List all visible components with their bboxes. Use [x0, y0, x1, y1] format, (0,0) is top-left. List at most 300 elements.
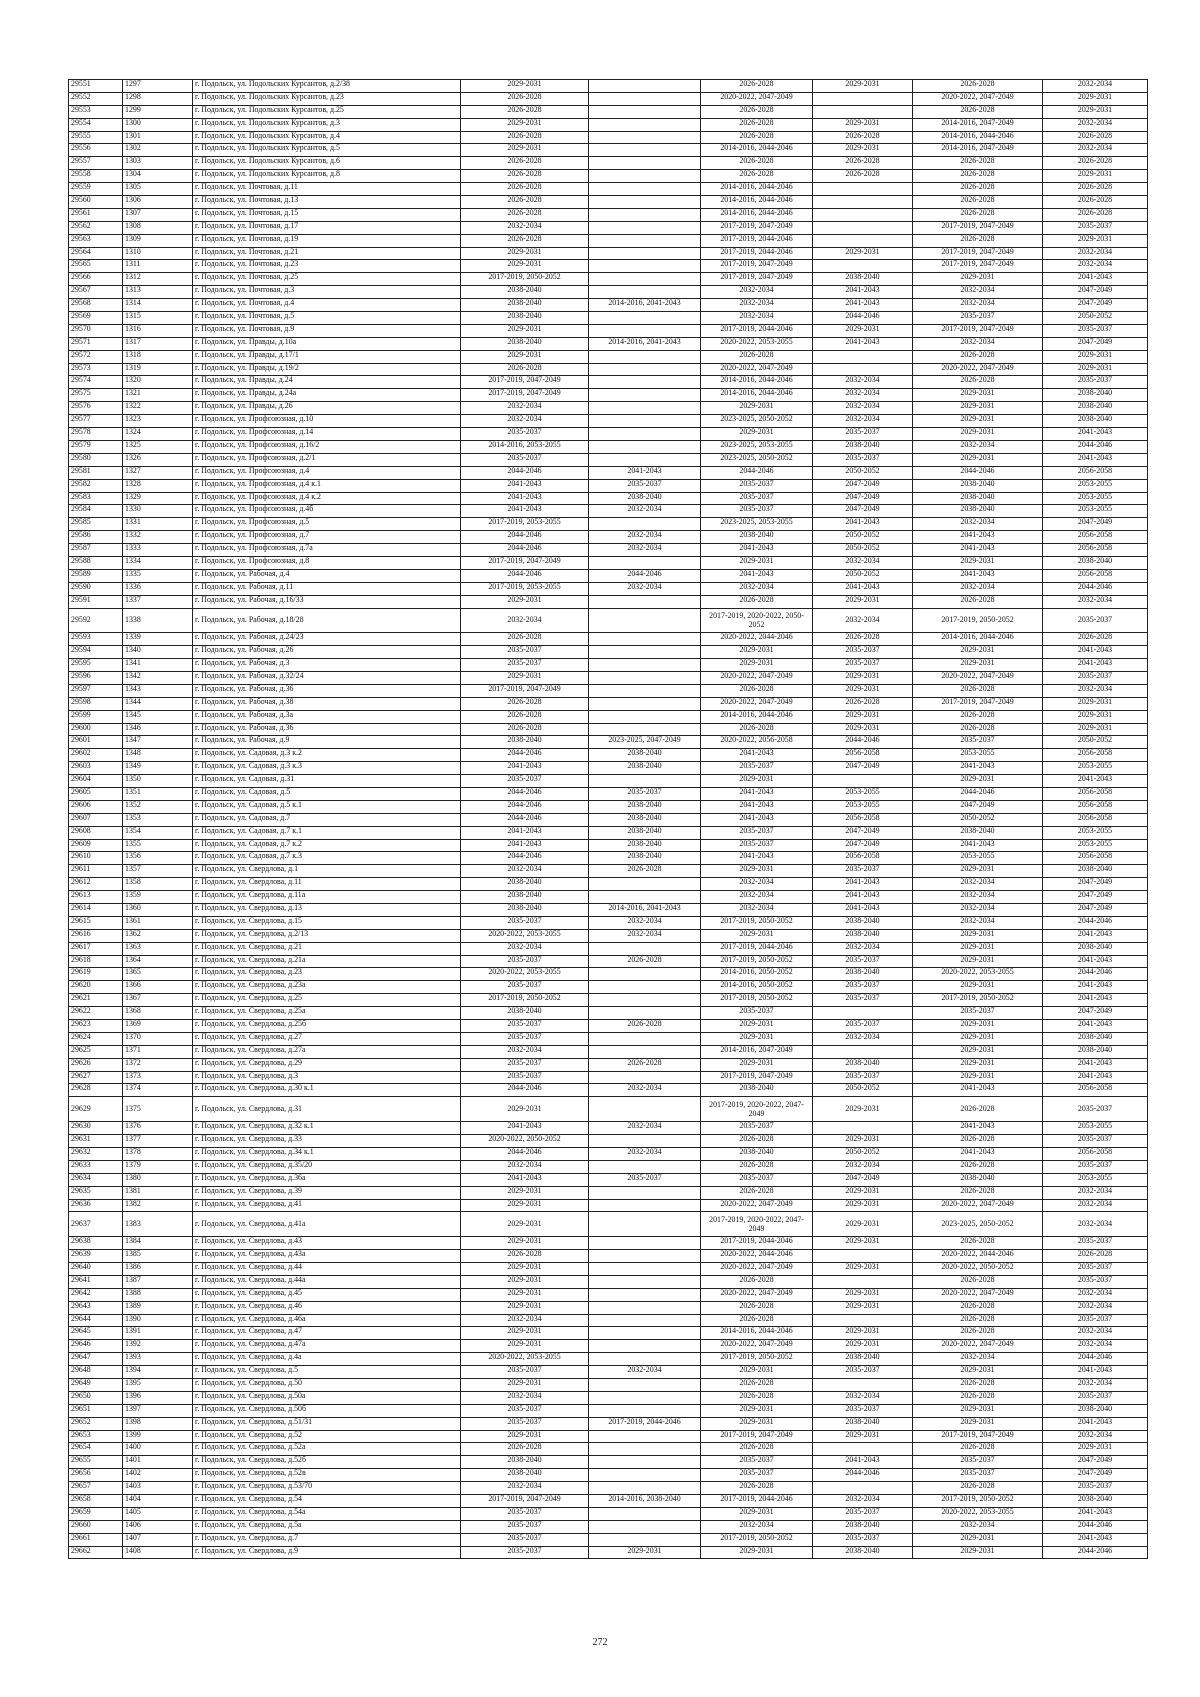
period-col-3-cell: 2035-2037: [701, 1007, 813, 1020]
period-col-4-cell: 2032-2034: [813, 1032, 913, 1045]
row-number-cell: 29597: [69, 684, 123, 697]
address-cell: г. Подольск, ул. Свердлова, д.7: [193, 1533, 461, 1546]
address-cell: г. Подольск, ул. Рабочая, д.3: [193, 659, 461, 672]
period-col-1-cell: 2041-2043: [461, 479, 589, 492]
period-col-1-cell: 2035-2037: [461, 916, 589, 929]
period-col-2-cell: 2032-2034: [589, 582, 701, 595]
table-row: [69, 878, 1148, 891]
address-cell: г. Подольск, ул. Садовая, д.7 к.1: [193, 826, 461, 839]
row-number-cell: 29610: [69, 852, 123, 865]
table-row: [69, 1097, 1148, 1122]
period-col-1-cell: 2017-2019, 2047-2049: [461, 556, 589, 569]
period-col-1-cell: 2017-2019, 2047-2049: [461, 684, 589, 697]
period-col-2-cell: [589, 1469, 701, 1482]
period-col-6-cell: 2029-2031: [1043, 363, 1148, 376]
period-col-3-cell: 2029-2031: [701, 1020, 813, 1033]
house-id-cell: 1323: [123, 415, 193, 428]
period-col-2-cell: [589, 1135, 701, 1148]
period-col-3-cell: 2017-2019, 2050-2052: [701, 955, 813, 968]
house-id-cell: 1384: [123, 1237, 193, 1250]
period-col-5-cell: 2020-2022, 2053-2055: [913, 1507, 1043, 1520]
table-row: [69, 981, 1148, 994]
period-col-6-cell: 2041-2043: [1043, 453, 1148, 466]
address-cell: г. Подольск, ул. Свердлова, д.33: [193, 1135, 461, 1148]
period-col-2-cell: [589, 440, 701, 453]
period-col-5-cell: 2017-2019, 2047-2049: [913, 324, 1043, 337]
row-number-cell: 29604: [69, 775, 123, 788]
period-col-4-cell: 2050-2052: [813, 544, 913, 557]
period-col-1-cell: 2026-2028: [461, 92, 589, 105]
house-id-cell: 1397: [123, 1404, 193, 1417]
period-col-3-cell: 2035-2037: [701, 1122, 813, 1135]
period-col-6-cell: 2029-2031: [1043, 723, 1148, 736]
period-col-3-cell: 2041-2043: [701, 569, 813, 582]
period-col-5-cell: 2041-2043: [913, 569, 1043, 582]
period-col-6-cell: 2041-2043: [1043, 428, 1148, 441]
house-id-cell: 1358: [123, 878, 193, 891]
house-id-cell: 1403: [123, 1482, 193, 1495]
period-col-6-cell: 2047-2049: [1043, 299, 1148, 312]
period-col-3-cell: 2014-2016, 2044-2046: [701, 389, 813, 402]
house-id-cell: 1385: [123, 1250, 193, 1263]
address-cell: г. Подольск, ул. Профсоюзная, д.4 к.2: [193, 492, 461, 505]
table-row: [69, 1199, 1148, 1212]
address-cell: г. Подольск, ул. Профсоюзная, д.7а: [193, 544, 461, 557]
table-row: [69, 1340, 1148, 1353]
period-col-3-cell: 2035-2037: [701, 492, 813, 505]
period-col-3-cell: 2029-2031: [701, 428, 813, 441]
row-number-cell: 29600: [69, 723, 123, 736]
period-col-1-cell: 2029-2031: [461, 671, 589, 684]
period-col-4-cell: 2029-2031: [813, 1340, 913, 1353]
row-number-cell: 29583: [69, 492, 123, 505]
period-col-5-cell: 2017-2019, 2050-2052: [913, 1495, 1043, 1508]
period-col-3-cell: 2032-2034: [701, 904, 813, 917]
period-col-6-cell: 2026-2028: [1043, 1250, 1148, 1263]
period-col-3-cell: 2020-2022, 2047-2049: [701, 671, 813, 684]
period-col-1-cell: 2029-2031: [461, 1212, 589, 1237]
table-row: [69, 582, 1148, 595]
period-col-6-cell: 2044-2046: [1043, 1520, 1148, 1533]
address-cell: г. Подольск, ул. Рабочая, д.26: [193, 646, 461, 659]
period-col-1-cell: 2035-2037: [461, 1020, 589, 1033]
row-number-cell: 29648: [69, 1366, 123, 1379]
period-col-2-cell: [589, 453, 701, 466]
period-col-6-cell: 2053-2055: [1043, 1122, 1148, 1135]
table-row: [69, 1456, 1148, 1469]
address-cell: г. Подольск, ул. Почтовая, д.9: [193, 324, 461, 337]
period-col-3-cell: 2026-2028: [701, 131, 813, 144]
row-number-cell: 29624: [69, 1032, 123, 1045]
house-id-cell: 1326: [123, 453, 193, 466]
period-col-3-cell: 2026-2028: [701, 170, 813, 183]
period-col-2-cell: [589, 1456, 701, 1469]
period-col-5-cell: 2032-2034: [913, 1520, 1043, 1533]
period-col-3-cell: 2023-2025, 2053-2055: [701, 518, 813, 531]
period-col-2-cell: [589, 942, 701, 955]
table-row: [69, 1430, 1148, 1443]
period-col-6-cell: 2053-2055: [1043, 826, 1148, 839]
period-col-6-cell: 2035-2037: [1043, 1237, 1148, 1250]
period-col-3-cell: 2029-2031: [701, 1032, 813, 1045]
table-row: [69, 994, 1148, 1007]
period-col-5-cell: 2029-2031: [913, 929, 1043, 942]
row-number-cell: 29652: [69, 1417, 123, 1430]
table-row: [69, 428, 1148, 441]
period-col-1-cell: 2035-2037: [461, 1032, 589, 1045]
period-col-1-cell: 2026-2028: [461, 710, 589, 723]
table-row: [69, 852, 1148, 865]
period-col-6-cell: 2035-2037: [1043, 1160, 1148, 1173]
period-col-3-cell: 2026-2028: [701, 1482, 813, 1495]
period-col-4-cell: 2029-2031: [813, 684, 913, 697]
period-col-4-cell: [813, 1379, 913, 1392]
house-id-cell: 1321: [123, 389, 193, 402]
period-col-1-cell: 2035-2037: [461, 1417, 589, 1430]
period-col-2-cell: 2038-2040: [589, 749, 701, 762]
period-col-5-cell: 2032-2034: [913, 299, 1043, 312]
period-col-3-cell: 2026-2028: [701, 595, 813, 608]
period-col-2-cell: [589, 80, 701, 93]
table-row: [69, 183, 1148, 196]
period-col-2-cell: [589, 981, 701, 994]
period-col-1-cell: 2029-2031: [461, 1199, 589, 1212]
row-number-cell: 29552: [69, 92, 123, 105]
period-col-6-cell: 2029-2031: [1043, 170, 1148, 183]
address-cell: г. Подольск, ул. Свердлова, д.39: [193, 1186, 461, 1199]
period-col-5-cell: 2029-2031: [913, 402, 1043, 415]
period-col-1-cell: 2020-2022, 2053-2055: [461, 929, 589, 942]
period-col-5-cell: 2044-2046: [913, 788, 1043, 801]
table-row: [69, 505, 1148, 518]
period-col-2-cell: [589, 775, 701, 788]
address-cell: г. Подольск, ул. Свердлова, д.52: [193, 1430, 461, 1443]
period-col-1-cell: 2041-2043: [461, 762, 589, 775]
period-col-3-cell: 2014-2016, 2050-2052: [701, 968, 813, 981]
house-id-cell: 1319: [123, 363, 193, 376]
period-col-5-cell: 2029-2031: [913, 981, 1043, 994]
period-col-3-cell: 2041-2043: [701, 800, 813, 813]
row-number-cell: 29592: [69, 608, 123, 633]
period-col-3-cell: 2017-2019, 2047-2049: [701, 221, 813, 234]
period-col-4-cell: [813, 196, 913, 209]
period-col-1-cell: 2035-2037: [461, 1404, 589, 1417]
period-col-6-cell: 2038-2040: [1043, 1032, 1148, 1045]
period-col-1-cell: 2026-2028: [461, 1250, 589, 1263]
period-col-5-cell: 2029-2031: [913, 428, 1043, 441]
period-col-6-cell: 2032-2034: [1043, 1379, 1148, 1392]
period-col-1-cell: 2032-2034: [461, 1391, 589, 1404]
period-col-4-cell: 2032-2034: [813, 415, 913, 428]
house-id-cell: 1350: [123, 775, 193, 788]
period-col-6-cell: 2056-2058: [1043, 800, 1148, 813]
house-id-cell: 1402: [123, 1469, 193, 1482]
period-col-4-cell: 2044-2046: [813, 1469, 913, 1482]
period-col-3-cell: 2020-2022, 2047-2049: [701, 1340, 813, 1353]
house-id-cell: 1394: [123, 1366, 193, 1379]
table-row: [69, 1173, 1148, 1186]
period-col-4-cell: 2026-2028: [813, 170, 913, 183]
period-col-2-cell: [589, 1507, 701, 1520]
period-col-4-cell: [813, 775, 913, 788]
period-col-5-cell: 2032-2034: [913, 916, 1043, 929]
address-cell: г. Подольск, ул. Почтовая, д.17: [193, 221, 461, 234]
address-cell: г. Подольск, ул. Свердлова, д.45: [193, 1288, 461, 1301]
period-col-3-cell: 2038-2040: [701, 531, 813, 544]
row-number-cell: 29554: [69, 118, 123, 131]
period-col-2-cell: [589, 1032, 701, 1045]
period-col-5-cell: 2032-2034: [913, 582, 1043, 595]
period-col-6-cell: 2041-2043: [1043, 646, 1148, 659]
row-number-cell: 29581: [69, 466, 123, 479]
period-col-3-cell: 2032-2034: [701, 878, 813, 891]
row-number-cell: 29587: [69, 544, 123, 557]
period-col-3-cell: 2041-2043: [701, 852, 813, 865]
period-col-6-cell: 2032-2034: [1043, 1199, 1148, 1212]
house-id-cell: 1352: [123, 800, 193, 813]
period-col-4-cell: 2035-2037: [813, 981, 913, 994]
address-cell: г. Подольск, ул. Свердлова, д.30 к.1: [193, 1084, 461, 1097]
period-col-6-cell: 2026-2028: [1043, 196, 1148, 209]
period-col-6-cell: 2056-2058: [1043, 544, 1148, 557]
period-col-2-cell: [589, 183, 701, 196]
period-col-4-cell: 2050-2052: [813, 1147, 913, 1160]
address-cell: г. Подольск, ул. Садовая, д.7: [193, 813, 461, 826]
house-id-cell: 1317: [123, 337, 193, 350]
period-col-6-cell: 2029-2031: [1043, 697, 1148, 710]
period-col-6-cell: 2056-2058: [1043, 1084, 1148, 1097]
period-col-5-cell: 2017-2019, 2050-2052: [913, 608, 1043, 633]
row-number-cell: 29599: [69, 710, 123, 723]
period-col-4-cell: 2029-2031: [813, 1186, 913, 1199]
row-number-cell: 29589: [69, 569, 123, 582]
period-col-5-cell: 2026-2028: [913, 350, 1043, 363]
house-id-cell: 1356: [123, 852, 193, 865]
period-col-1-cell: 2029-2031: [461, 1288, 589, 1301]
address-cell: г. Подольск, ул. Свердлова, д.23а: [193, 981, 461, 994]
row-number-cell: 29616: [69, 929, 123, 942]
period-col-4-cell: 2050-2052: [813, 466, 913, 479]
period-col-1-cell: 2038-2040: [461, 286, 589, 299]
address-cell: г. Подольск, ул. Профсоюзная, д.4б: [193, 505, 461, 518]
period-col-3-cell: 2041-2043: [701, 544, 813, 557]
period-col-2-cell: [589, 608, 701, 633]
table-body: [69, 80, 1148, 1559]
row-number-cell: 29559: [69, 183, 123, 196]
period-col-6-cell: 2035-2037: [1043, 1135, 1148, 1148]
period-col-1-cell: 2044-2046: [461, 544, 589, 557]
period-col-3-cell: 2029-2031: [701, 646, 813, 659]
address-cell: г. Подольск, ул. Почтовая, д.21: [193, 247, 461, 260]
house-id-cell: 1406: [123, 1520, 193, 1533]
address-cell: г. Подольск, ул. Свердлова, д.34 к.1: [193, 1147, 461, 1160]
house-id-cell: 1405: [123, 1507, 193, 1520]
period-col-2-cell: [589, 684, 701, 697]
period-col-5-cell: 2029-2031: [913, 453, 1043, 466]
address-cell: г. Подольск, ул. Профсоюзная, д.5: [193, 518, 461, 531]
row-number-cell: 29629: [69, 1097, 123, 1122]
row-number-cell: 29649: [69, 1379, 123, 1392]
period-col-3-cell: 2017-2019, 2050-2052: [701, 1353, 813, 1366]
period-col-4-cell: 2029-2031: [813, 1097, 913, 1122]
period-col-1-cell: 2017-2019, 2053-2055: [461, 518, 589, 531]
period-col-6-cell: 2038-2040: [1043, 942, 1148, 955]
row-number-cell: 29653: [69, 1430, 123, 1443]
row-number-cell: 29656: [69, 1469, 123, 1482]
table-row: [69, 736, 1148, 749]
table-row: [69, 1237, 1148, 1250]
period-col-3-cell: 2041-2043: [701, 749, 813, 762]
house-id-cell: 1346: [123, 723, 193, 736]
table-row: [69, 221, 1148, 234]
address-cell: г. Подольск, ул. Садовая, д.3 к.2: [193, 749, 461, 762]
period-col-3-cell: 2020-2022, 2047-2049: [701, 1199, 813, 1212]
address-cell: г. Подольск, ул. Почтовая, д.15: [193, 208, 461, 221]
period-col-2-cell: [589, 221, 701, 234]
period-col-1-cell: 2029-2031: [461, 80, 589, 93]
period-col-2-cell: [589, 402, 701, 415]
period-col-1-cell: 2038-2040: [461, 904, 589, 917]
period-col-6-cell: 2047-2049: [1043, 1469, 1148, 1482]
table-row: [69, 968, 1148, 981]
house-id-cell: 1349: [123, 762, 193, 775]
period-col-2-cell: 2026-2028: [589, 1020, 701, 1033]
period-col-3-cell: 2032-2034: [701, 891, 813, 904]
period-col-5-cell: 2026-2028: [913, 1327, 1043, 1340]
period-col-5-cell: 2026-2028: [913, 710, 1043, 723]
house-id-cell: 1312: [123, 273, 193, 286]
period-col-1-cell: 2041-2043: [461, 826, 589, 839]
address-cell: г. Подольск, ул. Подольских Курсантов, д.25: [193, 105, 461, 118]
period-col-1-cell: 2032-2034: [461, 942, 589, 955]
period-col-4-cell: 2029-2031: [813, 710, 913, 723]
table-row: [69, 544, 1148, 557]
table-row: [69, 1045, 1148, 1058]
period-col-3-cell: 2035-2037: [701, 1173, 813, 1186]
period-col-3-cell: 2020-2022, 2047-2049: [701, 363, 813, 376]
house-id-cell: 1359: [123, 891, 193, 904]
period-col-3-cell: 2020-2022, 2047-2049: [701, 1262, 813, 1275]
period-col-3-cell: 2017-2019, 2044-2046: [701, 324, 813, 337]
period-col-4-cell: 2035-2037: [813, 955, 913, 968]
period-col-6-cell: 2035-2037: [1043, 1391, 1148, 1404]
house-id-cell: 1339: [123, 633, 193, 646]
row-number-cell: 29572: [69, 350, 123, 363]
house-id-cell: 1367: [123, 994, 193, 1007]
period-col-3-cell: 2032-2034: [701, 299, 813, 312]
table-row: [69, 1379, 1148, 1392]
period-col-6-cell: 2047-2049: [1043, 518, 1148, 531]
address-cell: г. Подольск, ул. Свердлова, д.36а: [193, 1173, 461, 1186]
period-col-2-cell: [589, 1353, 701, 1366]
house-id-cell: 1328: [123, 479, 193, 492]
period-col-2-cell: [589, 595, 701, 608]
period-col-3-cell: 2020-2022, 2047-2049: [701, 697, 813, 710]
table-row: [69, 208, 1148, 221]
table-row: [69, 1366, 1148, 1379]
period-col-2-cell: 2032-2034: [589, 1366, 701, 1379]
period-col-6-cell: 2041-2043: [1043, 981, 1148, 994]
period-col-4-cell: 2032-2034: [813, 1160, 913, 1173]
period-col-5-cell: 2032-2034: [913, 1353, 1043, 1366]
table-row: [69, 440, 1148, 453]
period-col-1-cell: 2035-2037: [461, 775, 589, 788]
period-col-6-cell: 2041-2043: [1043, 775, 1148, 788]
period-col-5-cell: 2020-2022, 2047-2049: [913, 671, 1043, 684]
period-col-3-cell: 2032-2034: [701, 1520, 813, 1533]
period-col-1-cell: 2032-2034: [461, 608, 589, 633]
table-row: [69, 671, 1148, 684]
address-cell: г. Подольск, ул. Свердлова, д.5: [193, 1366, 461, 1379]
row-number-cell: 29634: [69, 1173, 123, 1186]
period-col-3-cell: 2014-2016, 2047-2049: [701, 1045, 813, 1058]
period-col-2-cell: 2041-2043: [589, 466, 701, 479]
period-col-4-cell: [813, 260, 913, 273]
period-col-4-cell: 2029-2031: [813, 144, 913, 157]
period-col-6-cell: 2029-2031: [1043, 710, 1148, 723]
period-col-4-cell: 2047-2049: [813, 1173, 913, 1186]
row-number-cell: 29645: [69, 1327, 123, 1340]
period-col-4-cell: 2035-2037: [813, 1366, 913, 1379]
period-col-3-cell: 2029-2031: [701, 402, 813, 415]
house-id-cell: 1382: [123, 1199, 193, 1212]
house-id-cell: 1338: [123, 608, 193, 633]
address-cell: г. Подольск, ул. Рабочая, д.36: [193, 723, 461, 736]
row-number-cell: 29566: [69, 273, 123, 286]
house-id-cell: 1404: [123, 1495, 193, 1508]
row-number-cell: 29623: [69, 1020, 123, 1033]
address-cell: г. Подольск, ул. Рабочая, д.16/33: [193, 595, 461, 608]
period-col-1-cell: 2035-2037: [461, 1533, 589, 1546]
table-row: [69, 518, 1148, 531]
period-col-4-cell: 2035-2037: [813, 1020, 913, 1033]
period-col-5-cell: 2026-2028: [913, 1275, 1043, 1288]
address-cell: г. Подольск, ул. Свердлова, д.31: [193, 1097, 461, 1122]
table-row: [69, 144, 1148, 157]
period-col-4-cell: 2038-2040: [813, 1546, 913, 1559]
table-row: [69, 492, 1148, 505]
table-row: [69, 170, 1148, 183]
row-number-cell: 29611: [69, 865, 123, 878]
period-col-2-cell: [589, 1007, 701, 1020]
period-col-1-cell: 2017-2019, 2047-2049: [461, 376, 589, 389]
period-col-3-cell: 2029-2031: [701, 1366, 813, 1379]
row-number-cell: 29626: [69, 1058, 123, 1071]
period-col-6-cell: 2056-2058: [1043, 852, 1148, 865]
period-col-6-cell: 2056-2058: [1043, 531, 1148, 544]
table-row: [69, 788, 1148, 801]
period-col-3-cell: 2026-2028: [701, 1301, 813, 1314]
house-id-cell: 1340: [123, 646, 193, 659]
table-row: [69, 659, 1148, 672]
house-id-cell: 1401: [123, 1456, 193, 1469]
address-cell: г. Подольск, ул. Подольских Курсантов, д.8: [193, 170, 461, 183]
row-number-cell: 29557: [69, 157, 123, 170]
row-number-cell: 29609: [69, 839, 123, 852]
period-col-1-cell: 2020-2022, 2053-2055: [461, 1353, 589, 1366]
period-col-4-cell: 2041-2043: [813, 878, 913, 891]
period-col-2-cell: [589, 1327, 701, 1340]
period-col-6-cell: 2038-2040: [1043, 556, 1148, 569]
house-id-cell: 1297: [123, 80, 193, 93]
period-col-1-cell: 2035-2037: [461, 428, 589, 441]
house-id-cell: 1351: [123, 788, 193, 801]
period-col-5-cell: 2029-2031: [913, 1045, 1043, 1058]
period-col-6-cell: 2053-2055: [1043, 839, 1148, 852]
period-col-6-cell: 2032-2034: [1043, 1301, 1148, 1314]
address-cell: г. Подольск, ул. Правды, д.19/2: [193, 363, 461, 376]
period-col-2-cell: [589, 105, 701, 118]
